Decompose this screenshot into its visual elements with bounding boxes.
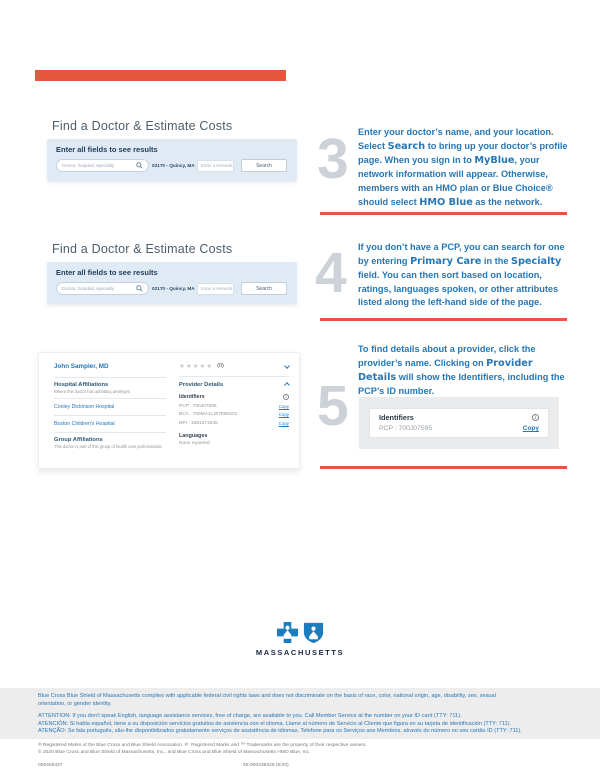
identifier-row (179, 404, 289, 409)
hospital-affiliations-subtitle: Where this doctor has admitting privileges (54, 389, 130, 394)
step-number-5: 5 (317, 374, 349, 438)
logo-text: MASSACHUSETTS (255, 648, 345, 657)
network-input[interactable] (197, 160, 234, 172)
search-panel (47, 262, 297, 304)
location-field[interactable] (152, 286, 194, 291)
identifiers-card (369, 408, 549, 438)
identifier-value: BCA : 700MA1LJ07595S01 (179, 412, 238, 417)
chevron-up-icon[interactable] (284, 382, 290, 388)
find-doctor-heading: Find a Doctor & Estimate Costs (52, 242, 233, 256)
search-panel-title: Enter all fields to see results (56, 268, 158, 277)
search-icon (136, 162, 143, 169)
languages-value: None reported (179, 441, 210, 446)
identifiers-card-title: Identifiers (379, 413, 414, 422)
location-value: 02170 - Quincy, MA (152, 163, 195, 168)
identifiers-callout (359, 397, 559, 449)
copy-link[interactable]: Copy (278, 420, 289, 426)
location-field[interactable] (152, 163, 194, 168)
identifiers-header (179, 394, 289, 400)
doctor-search-input[interactable] (56, 159, 149, 172)
info-icon[interactable]: i (283, 394, 289, 400)
group-affiliations-section (54, 433, 166, 453)
identifier-value: NPI : 1881371645 (179, 420, 218, 426)
doctor-search-input[interactable] (56, 282, 149, 295)
step-5-text: To find details about a provider, click the provider’s name. Clicking on Provider Details will show the Identifiers, including the PCP’s ID number. (358, 344, 565, 397)
find-doctor-screenshot-2 (47, 242, 297, 304)
doctor-search-placeholder: Doctor, hospital, specialty (62, 163, 115, 168)
nondiscrimination-text: Blue Cross Blue Shield of Massachusetts complies with applicable federal civil rights laws and does not discriminate on the basis of race, color, national origin, age, disability, sex, sexual orientation, or gender identity. (38, 693, 496, 707)
hospital-affiliations-title: Hospital Affiliations (54, 382, 109, 388)
copy-link[interactable]: Copy (278, 403, 289, 409)
provider-name-link[interactable]: John Sampler, MD (54, 357, 166, 378)
copyright-line: © 2020 Blue Cross and Blue Shield of Massachusetts, Inc., and Blue Cross and Blue Shield of Massachusetts HMO Blue, Inc. (38, 750, 311, 756)
rating-stars: ★★★★★ (179, 363, 214, 370)
location-value: 02170 - Quincy, MA (152, 286, 195, 291)
network-placeholder: Enter a Network (201, 163, 233, 168)
languages-label: Languages (179, 432, 208, 439)
copy-link[interactable]: Copy (522, 425, 539, 432)
hospital-link[interactable]: Cooley Dickinson Hospital (54, 399, 166, 416)
hospital-link[interactable]: Boston Children's Hospital (54, 416, 166, 433)
identifier-value: PCP : 700J07595 (179, 403, 217, 409)
attention-english: ATTENTION: If you don’t speak English, language assistance services, free of charge, are available to you. Call Member Service at the number on your ID card (TTY: 711). (38, 713, 462, 720)
identifier-row (179, 412, 289, 417)
group-affiliations-subtitle: This doctor is part of this group of health care professionals. (54, 444, 163, 449)
provider-details-label: Provider Details (179, 382, 224, 388)
find-doctor-screenshot-1 (47, 119, 297, 181)
step-number-3: 3 (317, 127, 349, 191)
identifiers-label: Identifiers (179, 394, 205, 400)
network-input[interactable] (197, 283, 234, 295)
top-accent-bar (35, 70, 286, 81)
provider-details-header[interactable] (179, 377, 289, 391)
doctor-search-placeholder: Doctor, hospital, specialty (62, 286, 115, 291)
step-4-text: If you don’t have a PCP, you can search for one by entering Primary Care in the Specialty field. You can then sort based on location, ratings, languages spoken, or other attributes listed along the left-hand side of the page. (358, 242, 565, 308)
identifier-row (179, 421, 289, 426)
section-divider-rule (320, 466, 567, 469)
rating-count: (0) (217, 363, 224, 369)
step-number-4: 4 (315, 241, 347, 305)
document-number: 000455437 (38, 763, 63, 769)
form-number: 55-000338326 (5/20) (243, 763, 289, 769)
section-divider-rule (320, 212, 567, 215)
section-divider-rule (320, 318, 567, 321)
search-icon (136, 285, 143, 292)
registered-marks-line: ® Registered Marks of the Blue Cross and Blue Shield Association. ®´ Registered Marks and ™ Trademarks are the property of their respective owners. (38, 743, 367, 748)
step-3-text: Enter your doctor’s name, and your location. Select Search to bring up your doctor’s profile page. When you sign in to MyBlue, your network information will appear. Otherwise, members with an HMO plan or Blue Choice® should select HMO Blue as the network. (358, 127, 568, 208)
rating-row (179, 357, 289, 377)
group-affiliations-title: Group Affiliations (54, 437, 103, 443)
nondiscrimination-notice-bar (0, 688, 600, 739)
search-panel-title: Enter all fields to see results (56, 145, 158, 154)
network-placeholder: Enter a Network (201, 286, 233, 291)
attention-portuguese: ATENÇÃO: Se fala português, são-lhe disponibilizados gratuitamente serviços de assistência de idiomas. Telefone para os Serviços aos Membros, através do número no seu cartão ID (TTY: 711). (38, 728, 522, 735)
attention-spanish: ATENCIÓN: Si habla español, tiene a su disposición servicios gratuitos de asistencia con el idioma. Llame al número de Servicio al Cliente que figura en su tarjeta de identificación (TTY: 711). (38, 720, 512, 727)
legal-block (38, 742, 568, 770)
search-panel (47, 139, 297, 181)
find-doctor-heading: Find a Doctor & Estimate Costs (52, 119, 233, 133)
hospital-affiliations-section (54, 378, 166, 399)
info-icon[interactable]: i (532, 414, 539, 421)
pcp-id-value: PCP : 700J07595 (379, 425, 433, 432)
provider-profile-screenshot (38, 352, 300, 469)
blue-shield-icon (302, 621, 325, 644)
chevron-down-icon[interactable] (284, 363, 290, 369)
blue-cross-icon (276, 621, 299, 644)
search-button[interactable]: Search (241, 159, 287, 172)
copy-link[interactable]: Copy (278, 412, 289, 417)
search-button[interactable]: Search (241, 282, 287, 295)
bcbs-logo (0, 620, 600, 657)
